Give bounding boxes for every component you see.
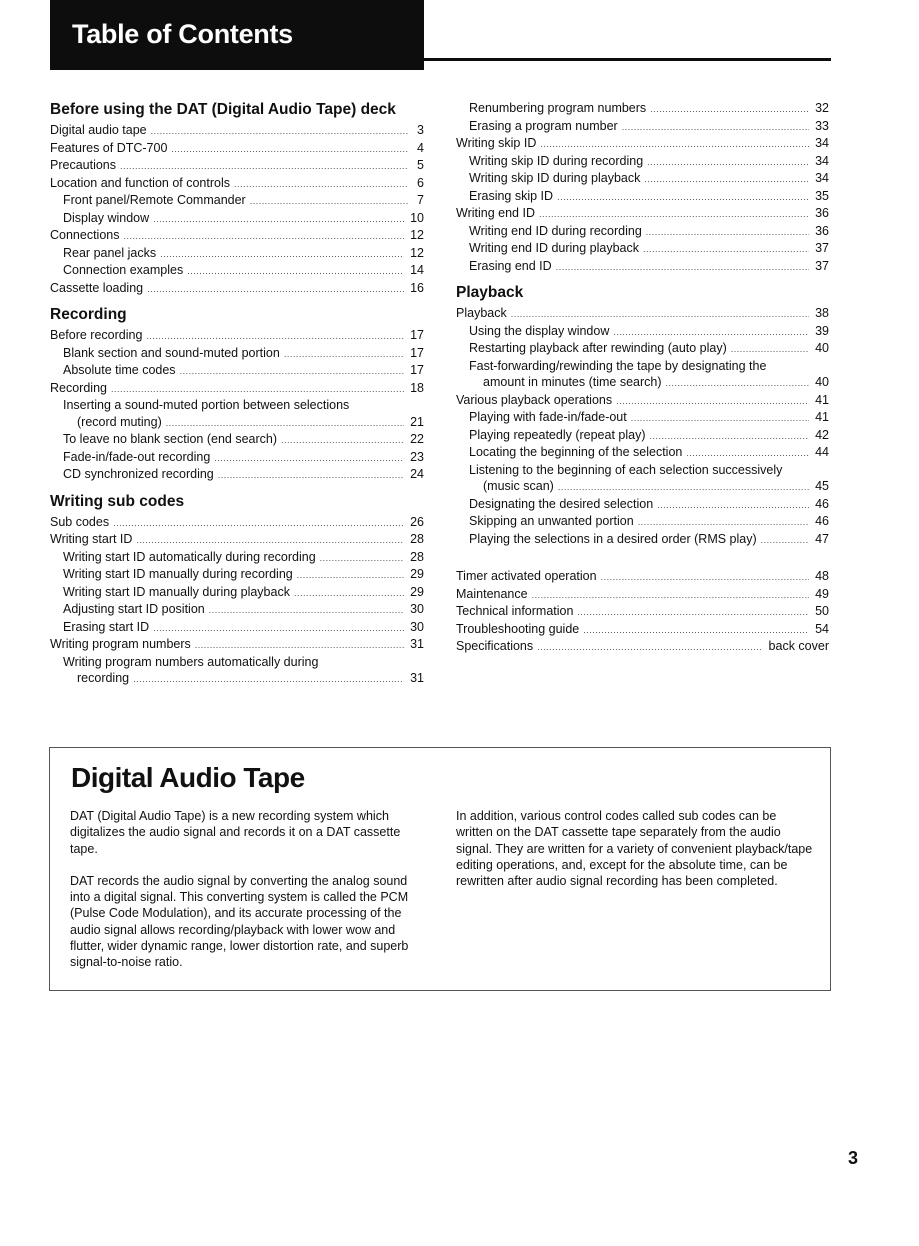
dot-leader <box>686 445 809 462</box>
toc-entry-page: 46 <box>815 496 829 511</box>
toc-entry[interactable] <box>456 240 829 258</box>
toc-entry-page: 41 <box>815 392 829 407</box>
toc-entry[interactable] <box>50 584 424 602</box>
dot-leader <box>601 569 810 586</box>
toc-entry[interactable] <box>50 210 424 228</box>
toc-entry-label: Specifications <box>456 639 534 653</box>
dat-box-left-column <box>70 808 430 987</box>
toc-entry[interactable] <box>456 409 829 427</box>
dat-box-right-column <box>456 808 816 905</box>
toc-entry[interactable] <box>50 531 424 549</box>
dot-leader <box>537 639 762 656</box>
toc-entry[interactable] <box>456 621 829 639</box>
dot-leader <box>557 189 809 206</box>
dot-leader <box>320 550 404 567</box>
dat-paragraph: DAT (Digital Audio Tape) is a new recording system which digitalizes the audio signal and records it on a DAT cassette tape. <box>70 809 401 856</box>
dot-leader <box>613 324 809 341</box>
dot-leader <box>647 154 809 171</box>
dot-leader <box>284 346 404 363</box>
toc-entry-label: Writing skip ID <box>456 136 537 150</box>
toc-entry-label: Digital audio tape <box>50 123 147 137</box>
dot-leader <box>631 410 809 427</box>
toc-entry-text: Inserting a sound-muted portion between selections <box>63 398 350 412</box>
dot-leader <box>657 497 809 514</box>
toc-entry[interactable] <box>456 638 829 656</box>
toc-entry[interactable] <box>456 205 829 223</box>
toc-entry-page: 22 <box>410 432 424 446</box>
dot-leader <box>281 432 404 449</box>
toc-entry-page: 26 <box>410 514 424 529</box>
toc-right-column <box>456 100 829 656</box>
toc-entry-label: Playing the selections in a desired order (RMS play) <box>469 531 757 546</box>
dot-leader <box>120 158 408 175</box>
dot-leader <box>111 381 404 398</box>
toc-entry-page: 17 <box>410 345 424 360</box>
toc-entry-label: Blank section and sound-muted portion <box>63 345 280 360</box>
toc-entry-label: Writing program numbers <box>50 637 191 651</box>
toc-entry-page: 24 <box>410 467 424 481</box>
toc-entry-label: (music scan) <box>483 479 554 493</box>
toc-entry-label: Writing start ID automatically during recording <box>63 549 316 564</box>
toc-entry[interactable] <box>456 496 829 514</box>
section-heading: Recording <box>50 306 127 323</box>
dot-leader <box>646 224 809 241</box>
toc-entry-label: Erasing a program number <box>469 118 618 133</box>
toc-entry-page: 33 <box>815 118 829 133</box>
dat-info-box <box>49 747 831 991</box>
dot-leader <box>166 415 404 432</box>
toc-entry-label: Adjusting start ID position <box>63 602 205 616</box>
toc-entry-page: 29 <box>410 584 424 599</box>
toc-entry-label: Erasing end ID <box>469 258 552 273</box>
toc-entry-label: Features of DTC-700 <box>50 140 168 155</box>
toc-entry-page: 18 <box>410 380 424 395</box>
dot-leader <box>160 246 404 263</box>
toc-entry-page: 29 <box>410 567 424 581</box>
toc-entry-label: Writing start ID manually during playback <box>63 584 290 599</box>
toc-entry[interactable] <box>50 549 424 567</box>
title-rule <box>424 58 831 61</box>
dot-leader <box>638 514 809 531</box>
dot-leader <box>209 602 404 619</box>
toc-entry-label: Using the display window <box>469 323 610 338</box>
toc-entry-page: 28 <box>410 549 424 564</box>
toc-left-column <box>50 100 424 688</box>
toc-entry[interactable] <box>456 444 829 462</box>
toc-entry-label: Writing start ID manually during recording <box>63 567 293 581</box>
section-heading: Before using the DAT (Digital Audio Tape) deck <box>50 101 396 118</box>
toc-entry[interactable] <box>456 427 829 445</box>
toc-entry[interactable] <box>50 380 424 398</box>
toc-entry-page: 4 <box>417 140 424 155</box>
toc-entry[interactable] <box>456 305 829 323</box>
toc-entry[interactable] <box>456 323 829 341</box>
dot-leader <box>666 375 810 392</box>
toc-entry-text: Fast-forwarding/rewinding the tape by designating the <box>469 358 767 373</box>
toc-entry-page: 30 <box>410 602 424 616</box>
toc-entry[interactable] <box>456 603 829 621</box>
toc-entry-label: Playback <box>456 306 507 320</box>
toc-entry-page: 12 <box>410 245 424 260</box>
toc-entry-label: Cassette loading <box>50 280 144 295</box>
dot-leader <box>622 119 809 136</box>
toc-entry-label: amount in minutes (time search) <box>483 375 662 389</box>
toc-entry-label: Fade-in/fade-out recording <box>63 449 211 464</box>
toc-entry-page: 31 <box>410 671 424 685</box>
toc-entry-label: Renumbering program numbers <box>469 101 647 115</box>
toc-entry[interactable] <box>50 157 424 175</box>
toc-entry[interactable] <box>456 100 829 118</box>
dot-leader <box>532 587 810 604</box>
toc-entry-label: Designating the desired selection <box>469 496 654 511</box>
toc-entry[interactable] <box>456 153 829 171</box>
toc-entry-label: Skipping an unwanted portion <box>469 514 634 528</box>
toc-entry[interactable] <box>50 345 424 363</box>
toc-entry[interactable] <box>456 258 829 276</box>
toc-entry-page: 30 <box>410 619 424 634</box>
toc-entry[interactable] <box>50 466 424 484</box>
dot-leader <box>146 328 404 345</box>
toc-entry[interactable] <box>456 188 829 206</box>
dot-leader <box>644 171 809 188</box>
toc-entry-page: 21 <box>410 414 424 429</box>
toc-entry-label: Display window <box>63 210 150 225</box>
toc-entry-page: 38 <box>815 306 829 320</box>
toc-entry-label: Writing end ID during playback <box>469 241 639 255</box>
dot-leader <box>113 515 404 532</box>
page-number: 3 <box>848 1148 859 1168</box>
dot-leader <box>577 604 809 621</box>
toc-entry-label: CD synchronized recording <box>63 467 214 481</box>
toc-entry-page: 42 <box>815 427 829 442</box>
dot-leader <box>643 241 809 258</box>
toc-entry-page: 7 <box>417 193 424 207</box>
toc-entry[interactable] <box>50 227 424 245</box>
toc-entry-page: 32 <box>815 101 829 115</box>
toc-entry-page: 35 <box>815 188 829 203</box>
toc-entry-label: recording <box>77 671 130 685</box>
dot-leader <box>187 263 404 280</box>
toc-entry-label: Playing with fade-in/fade-out <box>469 410 627 424</box>
toc-entry-label: Erasing start ID <box>63 619 150 634</box>
toc-entry-page: 44 <box>815 445 829 459</box>
toc-entry[interactable] <box>50 192 424 210</box>
toc-entry-page: 34 <box>815 136 829 150</box>
dot-leader <box>650 101 809 118</box>
toc-entry[interactable] <box>50 245 424 263</box>
toc-entry-page: 37 <box>815 258 829 273</box>
toc-entry-label: Restarting playback after rewinding (auto play) <box>469 341 727 355</box>
toc-entry-label: Front panel/Remote Commander <box>63 193 246 207</box>
toc-entry[interactable] <box>50 514 424 532</box>
dot-leader <box>124 228 405 245</box>
toc-entry[interactable] <box>456 531 829 549</box>
toc-entry-label: Absolute time codes <box>63 363 176 377</box>
dot-leader <box>136 532 404 549</box>
toc-entry-page: 23 <box>410 449 424 464</box>
toc-entry-label: Before recording <box>50 328 143 342</box>
dot-leader <box>180 363 405 380</box>
toc-entry[interactable] <box>50 449 424 467</box>
toc-entry[interactable] <box>456 586 829 604</box>
dot-leader <box>133 671 404 688</box>
toc-entry-page: 37 <box>815 241 829 255</box>
dat-paragraph: DAT records the audio signal by converting the analog sound into a digital signal. This converting system is called the PCM (Pulse Code Modulation), and its accurate processing of the audio signal allows recording/playback with lower wow and flutter, wider dynamic range, lower distortion rate, and superb signal-to-noise ratio. <box>70 873 409 970</box>
toc-entry[interactable] <box>50 362 424 380</box>
dot-leader <box>234 176 408 193</box>
toc-entry-page: 45 <box>815 479 829 493</box>
toc-entry-label: Writing end ID <box>456 206 535 220</box>
toc-entry-page: 17 <box>410 363 424 377</box>
dot-leader <box>556 259 809 276</box>
dot-leader <box>297 567 404 584</box>
toc-entry-page: 16 <box>410 280 424 295</box>
toc-entry-text: Listening to the beginning of each selection successively <box>469 462 783 477</box>
toc-entry-page: 36 <box>815 206 829 220</box>
dot-leader <box>151 123 408 140</box>
toc-entry[interactable] <box>456 392 829 410</box>
toc-entry-label: To leave no blank section (end search) <box>63 432 278 446</box>
toc-entry-label: Erasing skip ID <box>469 188 554 203</box>
toc-entry-page: 36 <box>815 223 829 238</box>
dot-leader <box>218 467 404 484</box>
dat-box-title: Digital Audio Tape <box>71 762 305 793</box>
toc-entry[interactable] <box>456 568 829 586</box>
toc-entry-page: back cover <box>768 639 829 653</box>
toc-entry-page: 40 <box>815 375 829 389</box>
toc-entry-page: 41 <box>815 410 829 424</box>
toc-entry-label: Timer activated operation <box>456 569 597 583</box>
dot-leader <box>539 206 809 223</box>
toc-entry[interactable] <box>456 223 829 241</box>
toc-entry-label: Maintenance <box>456 586 528 601</box>
toc-entry[interactable] <box>456 478 829 496</box>
toc-entry-label: Connection examples <box>63 263 184 277</box>
toc-entry[interactable] <box>456 513 829 531</box>
toc-entry-page: 17 <box>410 328 424 342</box>
toc-entry-page: 40 <box>815 341 829 355</box>
toc-spacer <box>456 548 829 568</box>
toc-entry[interactable] <box>50 122 424 140</box>
dot-leader <box>761 532 809 549</box>
toc-entry-label: Troubleshooting guide <box>456 621 580 636</box>
toc-entry-page: 3 <box>417 123 424 137</box>
dot-leader <box>195 637 404 654</box>
title-banner <box>50 0 424 70</box>
toc-entry-page: 31 <box>410 637 424 651</box>
toc-entry-page: 10 <box>410 210 424 225</box>
dot-leader <box>147 281 404 298</box>
toc-entry[interactable] <box>456 340 829 358</box>
toc-entry-page: 14 <box>410 263 424 277</box>
dot-leader <box>153 620 404 637</box>
toc-entry[interactable] <box>50 175 424 193</box>
toc-entry[interactable] <box>456 135 829 153</box>
toc-entry[interactable] <box>456 170 829 188</box>
page-title: Table of Contents <box>72 19 293 49</box>
toc-entry-page: 49 <box>815 586 829 601</box>
toc-entry[interactable] <box>50 601 424 619</box>
toc-entry-page: 46 <box>815 514 829 528</box>
toc-entry-page: 47 <box>815 531 829 546</box>
section-heading: Playback <box>456 284 524 301</box>
toc-entry-page: 6 <box>417 175 424 190</box>
toc-entry-label: Writing start ID <box>50 532 133 546</box>
toc-entry-page: 5 <box>417 158 424 172</box>
toc-entry-page: 39 <box>815 323 829 338</box>
toc-entry[interactable] <box>456 118 829 136</box>
dot-leader <box>583 622 809 639</box>
dot-leader <box>214 450 404 467</box>
toc-entry-label: (record muting) <box>77 414 162 429</box>
toc-entry-label: Locating the beginning of the selection <box>469 445 683 459</box>
toc-entry-page: 54 <box>815 621 829 636</box>
toc-entry-label: Location and function of controls <box>50 175 230 190</box>
section-heading: Writing sub codes <box>50 492 185 510</box>
toc-entry-label: Technical information <box>456 604 574 618</box>
toc-entry[interactable] <box>50 670 424 688</box>
toc-entry[interactable] <box>456 374 829 392</box>
toc-entry[interactable] <box>50 140 424 158</box>
toc-entry-label: Connections <box>50 228 120 242</box>
toc-entry-text: Writing program numbers automatically during <box>63 654 319 669</box>
dot-leader <box>616 393 809 410</box>
toc-entry[interactable] <box>50 327 424 345</box>
dot-leader <box>171 141 408 158</box>
toc-entry-page: 12 <box>410 228 424 242</box>
dot-leader <box>558 479 809 496</box>
toc-entry[interactable] <box>50 414 424 432</box>
dat-paragraph: In addition, various control codes called sub codes can be written on the DAT cassette tape separately from the audio signal. They are written for a variety of convenient playback/tape editing operations, and, except for the absolute time, can be rewritten after audio signal recording has been completed. <box>456 809 813 889</box>
toc-entry-page: 50 <box>815 604 829 618</box>
toc-entry-label: Writing skip ID during playback <box>469 171 641 185</box>
dot-leader <box>731 341 809 358</box>
toc-entry-label: Sub codes <box>50 514 110 529</box>
toc-entry-page: 34 <box>815 153 829 168</box>
toc-entry[interactable] <box>50 636 424 654</box>
dot-leader <box>250 193 408 210</box>
toc-entry[interactable] <box>50 431 424 449</box>
dot-leader <box>650 428 810 445</box>
toc-entry-page: 28 <box>410 532 424 546</box>
dot-leader <box>294 585 404 602</box>
dot-leader <box>540 136 809 153</box>
toc-entry-label: Precautions <box>50 158 117 172</box>
toc-entry-page: 48 <box>815 569 829 583</box>
toc-entry[interactable] <box>50 566 424 584</box>
dot-leader <box>511 306 809 323</box>
dot-leader <box>153 211 404 228</box>
toc-entry-label: Various playback operations <box>456 392 613 407</box>
toc-entry-label: Writing skip ID during recording <box>469 153 644 168</box>
toc-entry-label: Recording <box>50 380 107 395</box>
toc-entry-label: Writing end ID during recording <box>469 223 642 238</box>
toc-entry[interactable] <box>50 280 424 298</box>
toc-entry-page: 34 <box>815 171 829 185</box>
toc-entry-label: Rear panel jacks <box>63 245 157 260</box>
toc-entry-label: Playing repeatedly (repeat play) <box>469 427 646 442</box>
toc-entry[interactable] <box>50 619 424 637</box>
toc-entry[interactable] <box>50 262 424 280</box>
